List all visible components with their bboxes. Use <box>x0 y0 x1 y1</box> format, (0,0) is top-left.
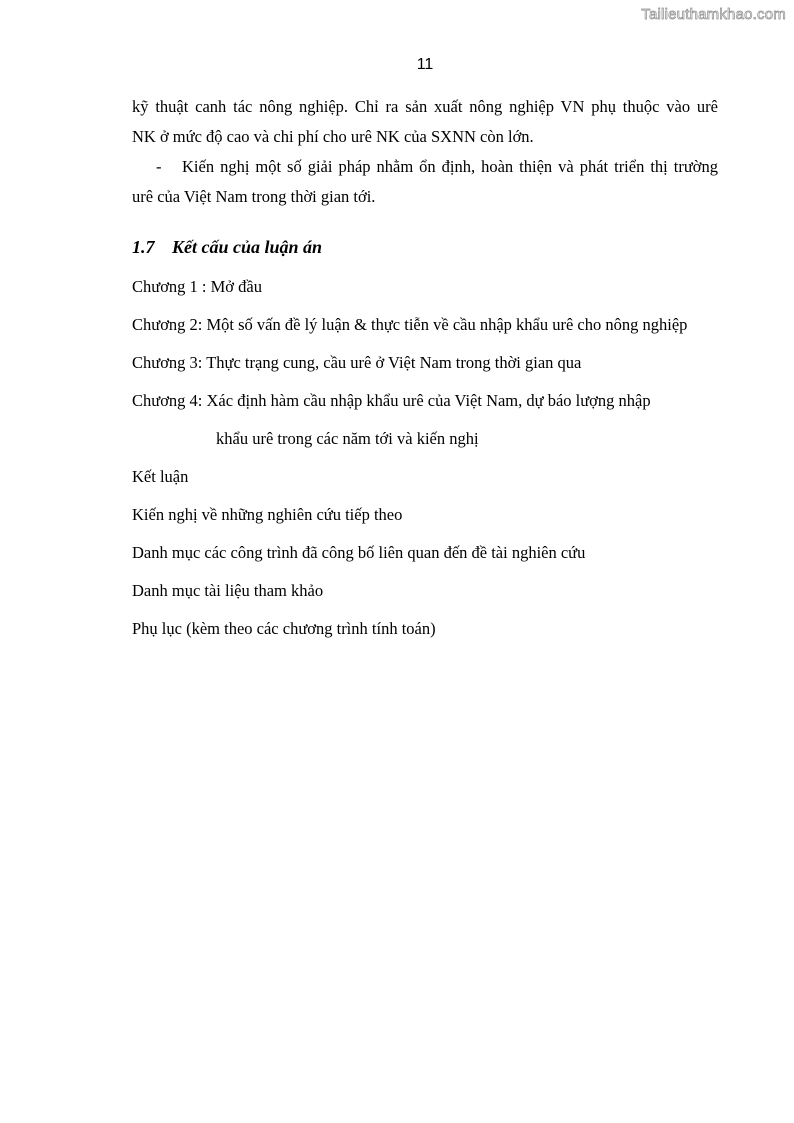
list-item-publications: Danh mục các công trình đã công bố liên quan đến đề tài nghiên cứu <box>132 543 586 562</box>
list-item-references: Danh mục tài liệu tham khảo <box>132 581 324 600</box>
section-title: Kết cấu của luận án <box>172 237 323 257</box>
bullet-line-2: urê của Việt Nam trong thời gian tới. <box>132 187 376 206</box>
watermark-text: Tailieuthamkhao.com <box>641 6 786 23</box>
document-body <box>132 92 718 648</box>
list-item-chapter-4: Chương 4: Xác định hàm cầu nhập khẩu urê của Việt Nam, dự báo lượng nhập <box>132 391 651 410</box>
list-item-recommendation: Kiến nghị về những nghiên cứu tiếp theo <box>132 505 403 524</box>
list-item-chapter-3: Chương 3: Thực trạng cung, cầu urê ở Việt Nam trong thời gian qua <box>132 353 582 372</box>
bullet-line-1: Kiến nghị một số giải pháp nhằm ổn định, hoàn thiện và phát triển thị trường <box>182 157 718 176</box>
bullet-dash: - <box>156 157 162 176</box>
list-item-chapter-1: Chương 1 : Mở đầu <box>132 277 262 296</box>
structure-list <box>132 268 718 648</box>
section-number: 1.7 <box>132 237 155 257</box>
list-item-appendix: Phụ lục (kèm theo các chương trình tính toán) <box>132 619 436 638</box>
list-item-conclusion: Kết luận <box>132 467 189 486</box>
bullet-item <box>132 152 718 212</box>
list-item-chapter-4-continued: khẩu urê trong các năm tới và kiến nghị <box>216 429 479 448</box>
intro-paragraph <box>132 92 718 152</box>
intro-line-1: kỹ thuật canh tác nông nghiệp. Chỉ ra sản xuất nông nghiệp VN phụ thuộc vào urê <box>132 97 718 116</box>
section-heading <box>132 230 718 264</box>
list-item-chapter-2: Chương 2: Một số vấn đề lý luận & thực tiễn về cầu nhập khẩu urê cho nông nghiệp <box>132 315 688 334</box>
page-number: 11 <box>416 56 434 73</box>
intro-line-2: NK ở mức độ cao và chi phí cho urê NK của SXNN còn lớn. <box>132 127 534 146</box>
